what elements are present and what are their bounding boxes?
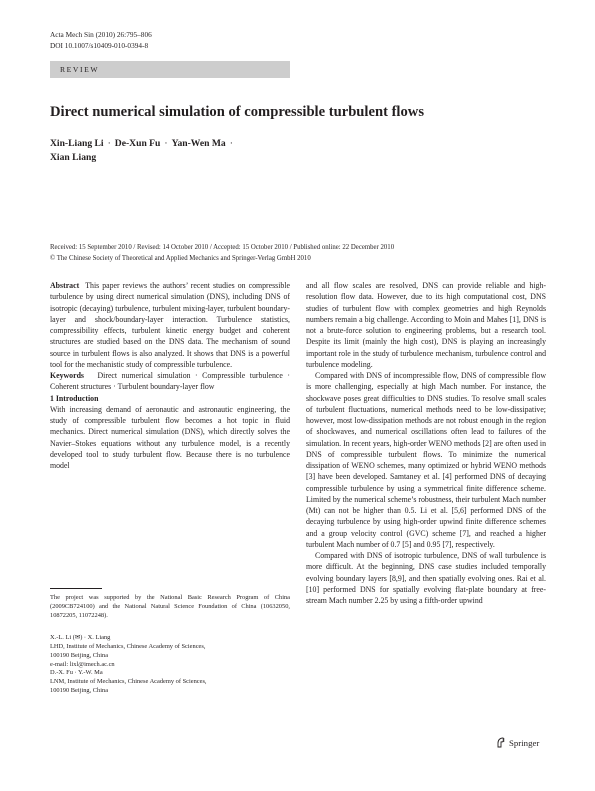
affiliation-line: LNM, Institute of Mechanics, Chinese Academy of Sciences, <box>50 678 207 686</box>
author-separator: · <box>164 138 168 149</box>
author-name[interactable]: Xian Liang <box>50 151 97 163</box>
journal-header <box>50 30 152 51</box>
author-line-1 <box>50 137 237 151</box>
left-column <box>50 280 290 471</box>
author-list <box>50 137 237 164</box>
publisher-logo <box>496 737 539 748</box>
author-name[interactable]: De-Xun Fu <box>114 138 161 149</box>
affiliation-block <box>50 668 290 695</box>
abstract-text: This paper reviews the authors’ recent studies on compressible turbulence by using direct numerical simulation (DNS), including DNS of isotropic (decaying) turbulence, turbulent mixing-layer, turbulent boundary-layer and shock/boundary-layer interaction. Turbulence statistics, compressibility effects, turbulent kinetic energy budget and coherent structures are studied based on the DNS data. The mechanism of sound source in turbulent flows is also analyzed. It shows that DNS is a powerful tool for the mechanistic study of compressible turbulence. <box>50 281 290 369</box>
abstract <box>50 280 290 370</box>
article-title: Direct numerical simulation of compressible turbulent flows <box>50 104 425 120</box>
affiliation-block <box>50 633 290 669</box>
keywords <box>50 370 290 393</box>
section-heading-introduction: 1 Introduction <box>50 393 99 403</box>
footnote-rule <box>50 588 102 589</box>
copyright-line: © The Chinese Society of Theoretical and Applied Mechanics and Springer-Verlag GmbH 2010 <box>50 254 311 262</box>
funding-text: The project was supported by the National Basic Research Program of China (2009CB724100) and the National Natural Science Foundation of China (10632050, 10872205, 11072248). <box>50 594 290 620</box>
keywords-text: Direct numerical simulation · Compressible turbulence · Coherent structures · Turbulent boundary-layer flow <box>50 371 290 392</box>
intro-paragraph: With increasing demand of aeronautic and astronautic engineering, the study of compressible turbulent flow becomes a hot topic in fluid mechanics. Direct numerical simulation (DNS), which directly solves the Navier–Stokes equations without any turbulence model, is a recently developed tool to study turbulent flow. Because there is no turbulence model <box>50 404 290 470</box>
funding-note <box>50 593 290 620</box>
affiliation-names: D.-X. Fu · Y.-W. Ma <box>50 669 103 676</box>
springer-horse-icon <box>496 737 506 748</box>
affiliation-names: X.-L. Li (✉) · X. Liang <box>50 634 111 641</box>
publisher-name: Springer <box>509 737 540 748</box>
author-separator: · <box>107 138 111 149</box>
affiliation-line: LHD, Institute of Mechanics, Chinese Academy of Sciences, <box>50 643 206 651</box>
abstract-heading: Abstract <box>50 281 80 290</box>
intro-paragraph: Compared with DNS of incompressible flow, DNS of compressible flow is more challenging, especially at high Mach number. For instance, the shockwave poses great difficulties to DNS studies. To resolve small scales of turbulent fluctuations, numerical methods need to be low-dissipative; however, most low-dissipation methods are not robust enough in the region of shockwaves, and numerical oscillations often lead to failures of the simulation. In recent years, high-order WENO methods [2] are often used in DNS of compressible turbulent flows. To minimize the numerical dissipation of WENO schemes, many optimized or hybrid WENO methods [3] have been developed. Samtaney et al. [4] performed DNS of decaying compressible turbulence by using a symmetrical finite difference scheme. Limited by the numerical scheme’s robustness, their turbulent Mach number (Mt) can not be higher than 0.5. Li et al. [5,6] performed DNS of the decaying turbulence by using high-order upwind finite difference schemes and a group velocity control (GVC) scheme [7], and reached a higher turbulent Mach number of 0.7 [5] and 0.95 [7], respectively. <box>306 371 546 549</box>
keywords-heading: Keywords <box>50 371 84 380</box>
section-banner: REVIEW <box>50 61 290 78</box>
intro-paragraph: and all flow scales are resolved, DNS can provide reliable and high-resolution flow data. However, due to its high computational cost, DNS studies of turbulent flow with complex geometries and high Reynolds numbers remain a big challenge. According to Moin and Mahes [1], DNS is not a brute-force solution to engineering problems, but a research tool. Despite its limit (mainly the high cost), DNS is playing an increasingly important role in the study of turbulence mechanism, turbulence control and turbulence modeling. <box>306 281 546 369</box>
author-name[interactable]: Yan-Wen Ma <box>171 138 226 149</box>
journal-citation: Acta Mech Sin (2010) 26:795–806 <box>50 30 152 39</box>
affiliation-line: 100190 Beijing, China <box>50 687 109 695</box>
affiliation-line: 100190 Beijing, China <box>50 652 109 660</box>
doi: DOI 10.1007/s10409-010-0394-8 <box>50 40 149 50</box>
author-name[interactable]: Xin-Liang Li <box>50 138 104 149</box>
publication-history <box>50 243 394 264</box>
email-link[interactable]: e-mail: lixl@imech.ac.cn <box>50 661 115 669</box>
dates-line: Received: 15 September 2010 / Revised: 14 October 2010 / Accepted: 15 October 2010 / Published online: 22 December 2010 <box>50 244 395 251</box>
right-column <box>306 280 546 606</box>
author-separator: · <box>229 138 233 149</box>
intro-paragraph: Compared with DNS of isotropic turbulence, DNS of wall turbulence is more difficult. At the beginning, DNS case studies included temporally evolving boundary layers [8,9], and then spatially evolving ones. Rai et al. [10] performed DNS for spatially evolving flat-plate boundary at free-stream Mach number 2.25 by using a fifth-order upwind <box>306 551 546 605</box>
